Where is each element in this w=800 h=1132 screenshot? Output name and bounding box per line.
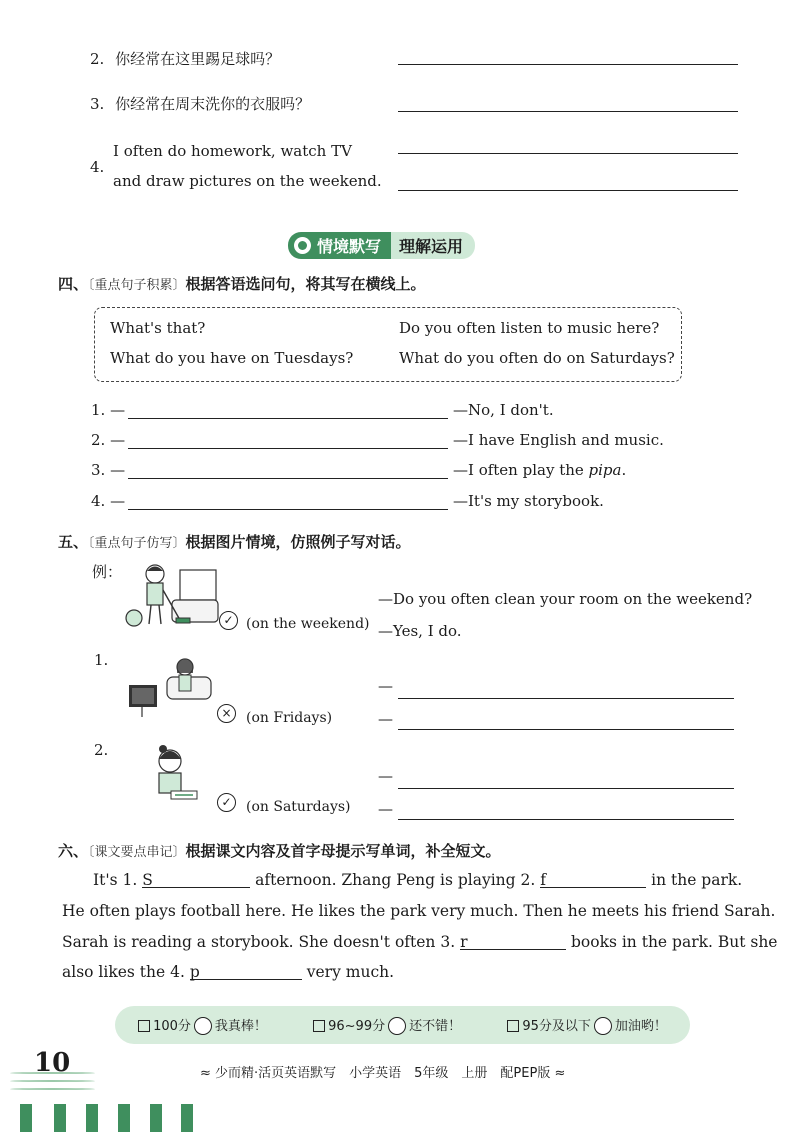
item-text: 你经常在周末洗你的衣服吗？: [115, 95, 311, 113]
answer-post: .: [621, 461, 627, 479]
banner-part1-text: 情境默写: [317, 237, 382, 256]
decor-block: [54, 1104, 66, 1132]
item-4-text-line1: I often do homework, watch TV: [113, 142, 352, 160]
tv-illustration: [127, 655, 222, 720]
s4-item-4-answer: —It's my storybook.: [453, 492, 604, 510]
cross-mark-icon: ×: [217, 704, 236, 723]
decor-block: [20, 1104, 32, 1132]
s4-answer-line-4[interactable]: [128, 509, 448, 510]
score-bar: [115, 1006, 690, 1044]
footer-text: ≈ 少而精·活页英语默写 小学英语 5年级 上册 配PEP版 ≈: [200, 1066, 566, 1081]
section4-tag: 〔重点句子积累〕: [88, 278, 186, 293]
s4-answer-line-2[interactable]: [128, 448, 448, 449]
score-comment: 还不错！: [409, 1018, 462, 1034]
s4-item-2-number: 2. —: [91, 431, 126, 449]
section4-instruction: 根据答语选问句，将其写在横线上。: [185, 275, 426, 293]
s5-item-1-time: (on Fridays): [246, 710, 333, 726]
item-3: [90, 93, 310, 114]
s5-line[interactable]: [398, 819, 734, 820]
section5-title: [58, 531, 411, 552]
checkbox[interactable]: [313, 1020, 325, 1032]
banner-part2: 理解运用: [391, 232, 475, 259]
answer-line[interactable]: [398, 111, 738, 112]
option-4: What do you often do on Saturdays?: [399, 349, 675, 367]
item-number: 2.: [90, 50, 105, 68]
hint-letter: S: [142, 871, 153, 889]
score-label: 96~99分: [328, 1018, 386, 1034]
s5-item-1-dash2: —: [378, 710, 393, 728]
answer-line[interactable]: [398, 153, 738, 154]
s5-line[interactable]: [398, 729, 734, 730]
smile-face-icon: [388, 1017, 406, 1035]
s4-answer-line-3[interactable]: [128, 478, 448, 479]
blank-1[interactable]: [142, 871, 250, 888]
check-mark-icon: ✓: [217, 793, 236, 812]
score-comment: 我真棒！: [214, 1018, 267, 1034]
checkbox[interactable]: [507, 1020, 519, 1032]
section5-instruction: 根据图片情境，仿照例子写对话。: [185, 533, 411, 551]
item-number: 3.: [90, 95, 105, 113]
paragraph-line-1: [93, 871, 783, 889]
s5-item-2-time: (on Saturdays): [246, 799, 351, 815]
section6-instruction: 根据课文内容及首字母提示写单词，补全短文。: [185, 842, 501, 860]
decor-block: [86, 1104, 98, 1132]
section6-number: 六、: [58, 842, 89, 860]
page-number: 10: [34, 1048, 71, 1078]
s5-line[interactable]: [398, 788, 734, 789]
drawing-illustration: [145, 743, 215, 808]
text: very much.: [301, 963, 395, 981]
s5-line[interactable]: [398, 698, 734, 699]
paragraph-line-4: [62, 963, 752, 981]
example-time: (on the weekend): [246, 616, 370, 632]
score-label: 100分: [153, 1018, 191, 1034]
paragraph-line-3: [62, 933, 778, 951]
example-answer: —Yes, I do.: [378, 622, 462, 640]
s4-item-1-number: 1. —: [91, 401, 126, 419]
checkbox[interactable]: [138, 1020, 150, 1032]
s5-item-2-dash1: —: [378, 767, 393, 785]
section4-title: [58, 273, 426, 294]
s4-item-1-answer: —No, I don't.: [453, 401, 554, 419]
section5-tag: 〔重点句子仿写〕: [88, 536, 186, 551]
happy-face-icon: [194, 1017, 212, 1035]
decor-block: [181, 1104, 193, 1132]
item-4-number: 4.: [90, 158, 105, 176]
paragraph-line-2: He often plays football here. He likes the park very much. Then he meets his friend Sarah.: [62, 902, 776, 920]
answer-emphasis: pipa: [588, 461, 622, 479]
text: It's 1.: [93, 871, 143, 889]
option-3: What do you have on Tuesdays?: [110, 349, 354, 367]
answer-pre: —I often play the: [453, 461, 589, 479]
decor-block: [118, 1104, 130, 1132]
example-question: —Do you often clean your room on the weekend?: [378, 590, 753, 608]
score-label: 95分及以下: [522, 1018, 591, 1034]
s4-item-4-number: 4. —: [91, 492, 126, 510]
option-2: Do you often listen to music here?: [399, 319, 660, 337]
option-box: [94, 307, 682, 382]
s5-item-2-dash2: —: [378, 800, 393, 818]
section-banner: [288, 232, 475, 259]
answer-line[interactable]: [398, 190, 738, 191]
option-1: What's that?: [110, 319, 206, 337]
text: Sarah is reading a storybook. She doesn't often 3.: [62, 933, 461, 951]
score-option-1[interactable]: [138, 1015, 267, 1036]
s5-item-1-number: 1.: [94, 651, 109, 669]
decor-wave: [10, 1072, 95, 1074]
s4-answer-line-1[interactable]: [128, 418, 448, 419]
answer-line[interactable]: [398, 64, 738, 65]
example-label: 例：: [92, 563, 123, 581]
section6-title: [58, 840, 501, 861]
section5-number: 五、: [58, 533, 89, 551]
s4-item-3-answer: [453, 461, 626, 479]
banner-part1: [288, 232, 391, 259]
decor-wave: [10, 1080, 95, 1082]
vacuum-illustration: [120, 560, 220, 632]
cheer-face-icon: [594, 1017, 612, 1035]
text: afternoon. Zhang Peng is playing 2.: [250, 871, 541, 889]
blank-4[interactable]: [190, 963, 302, 980]
text: in the park.: [646, 871, 743, 889]
item-2: [90, 48, 280, 69]
medal-icon: [294, 237, 311, 254]
text: also likes the 4.: [62, 963, 190, 981]
item-text: 你经常在这里踢足球吗？: [115, 50, 281, 68]
score-comment: 加油哟！: [614, 1018, 667, 1034]
s4-item-2-answer: —I have English and music.: [453, 431, 664, 449]
s4-item-3-number: 3. —: [91, 461, 126, 479]
text: books in the park. But she: [566, 933, 778, 951]
hint-letter: f: [540, 871, 546, 889]
decor-wave: [10, 1088, 95, 1090]
decor-block: [150, 1104, 162, 1132]
section4-number: 四、: [58, 275, 89, 293]
hint-letter: r: [460, 933, 468, 951]
item-4-text-line2: and draw pictures on the weekend.: [113, 172, 382, 190]
blank-3[interactable]: [460, 933, 566, 950]
blank-2[interactable]: [540, 871, 646, 888]
hint-letter: p: [189, 963, 200, 981]
score-option-3[interactable]: [507, 1015, 667, 1036]
s5-item-1-dash1: —: [378, 677, 393, 695]
check-mark-icon: ✓: [219, 611, 238, 630]
section6-tag: 〔课文要点串记〕: [88, 845, 186, 860]
score-option-2[interactable]: [313, 1015, 461, 1036]
s5-item-2-number: 2.: [94, 741, 109, 759]
